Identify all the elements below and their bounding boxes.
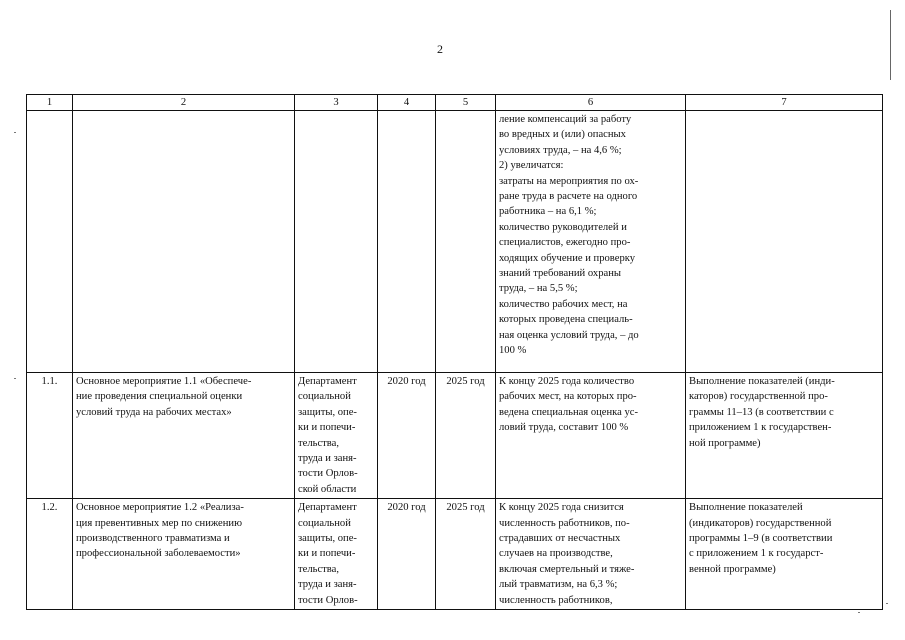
- expected-result-cell: ление компенсаций за работу во вредных и (или) опасных условиях труда, – на 4,6 %; 2) увеличатся: затраты на мероприятия по ох- ране труда в расчете на одного работника – на 6,1 %; количество руководителей и специалистов, ежегодно про- ходящих обучение и проверку знаний требований охраны труда, – на 5,5 %; количество рабочих мест, на которых проведена специаль- ная оценка условий труда, – до 100 %: [496, 111, 686, 373]
- measures-table: [26, 94, 883, 610]
- row-number-cell: [27, 111, 73, 373]
- end-year-cell: 2025 год: [436, 373, 496, 499]
- table-row: [27, 373, 883, 499]
- program-link-cell: [686, 111, 883, 373]
- column-header: 5: [436, 95, 496, 111]
- table-row: [27, 499, 883, 610]
- scan-speck: [858, 612, 860, 613]
- column-header: 6: [496, 95, 686, 111]
- expected-result-cell: К концу 2025 года количество рабочих мест, на которых про- ведена специальная оценка ус- ловий труда, составит 100 %: [496, 373, 686, 499]
- column-header: 7: [686, 95, 883, 111]
- start-year-cell: 2020 год: [378, 499, 436, 610]
- scan-speck: [14, 378, 16, 379]
- start-year-cell: [378, 111, 436, 373]
- table-row: [27, 111, 883, 373]
- program-link-cell: Выполнение показателей (индикаторов) государственной программы 1–9 (в соответствии с приложением 1 к государст- венной программе): [686, 499, 883, 610]
- start-year-cell: 2020 год: [378, 373, 436, 499]
- executor-cell: [295, 111, 378, 373]
- scan-speck: [886, 603, 888, 604]
- measure-name-cell: Основное мероприятие 1.1 «Обеспече- ние проведения специальной оценки условий труда на рабочих местах»: [73, 373, 295, 499]
- column-header: 1: [27, 95, 73, 111]
- expected-result-cell: К концу 2025 года снизится численность работников, по- страдавших от несчастных случаев на производстве, включая смертельный и тяже- лый травматизм, на 6,3 %; численность работников,: [496, 499, 686, 610]
- measure-name-cell: Основное мероприятие 1.2 «Реализа- ция превентивных мер по снижению производственного травматизма и профессиональной заболеваемости»: [73, 499, 295, 610]
- column-header: 4: [378, 95, 436, 111]
- scan-artifact-line: [890, 10, 891, 80]
- column-header: 2: [73, 95, 295, 111]
- row-number-cell: 1.2.: [27, 499, 73, 610]
- measure-name-cell: [73, 111, 295, 373]
- end-year-cell: [436, 111, 496, 373]
- executor-cell: Департамент социальной защиты, опе- ки и попечи- тельства, труда и заня- тости Орлов- ской области: [295, 373, 378, 499]
- table-header-row: [27, 95, 883, 111]
- row-number-cell: 1.1.: [27, 373, 73, 499]
- page-number: 2: [437, 42, 443, 56]
- program-link-cell: Выполнение показателей (инди- каторов) государственной про- граммы 11–13 (в соответствии с приложением 1 к государствен- ной программе): [686, 373, 883, 499]
- executor-cell: Департамент социальной защиты, опе- ки и попечи- тельства, труда и заня- тости Орлов-: [295, 499, 378, 610]
- scan-speck: [14, 132, 16, 133]
- end-year-cell: 2025 год: [436, 499, 496, 610]
- column-header: 3: [295, 95, 378, 111]
